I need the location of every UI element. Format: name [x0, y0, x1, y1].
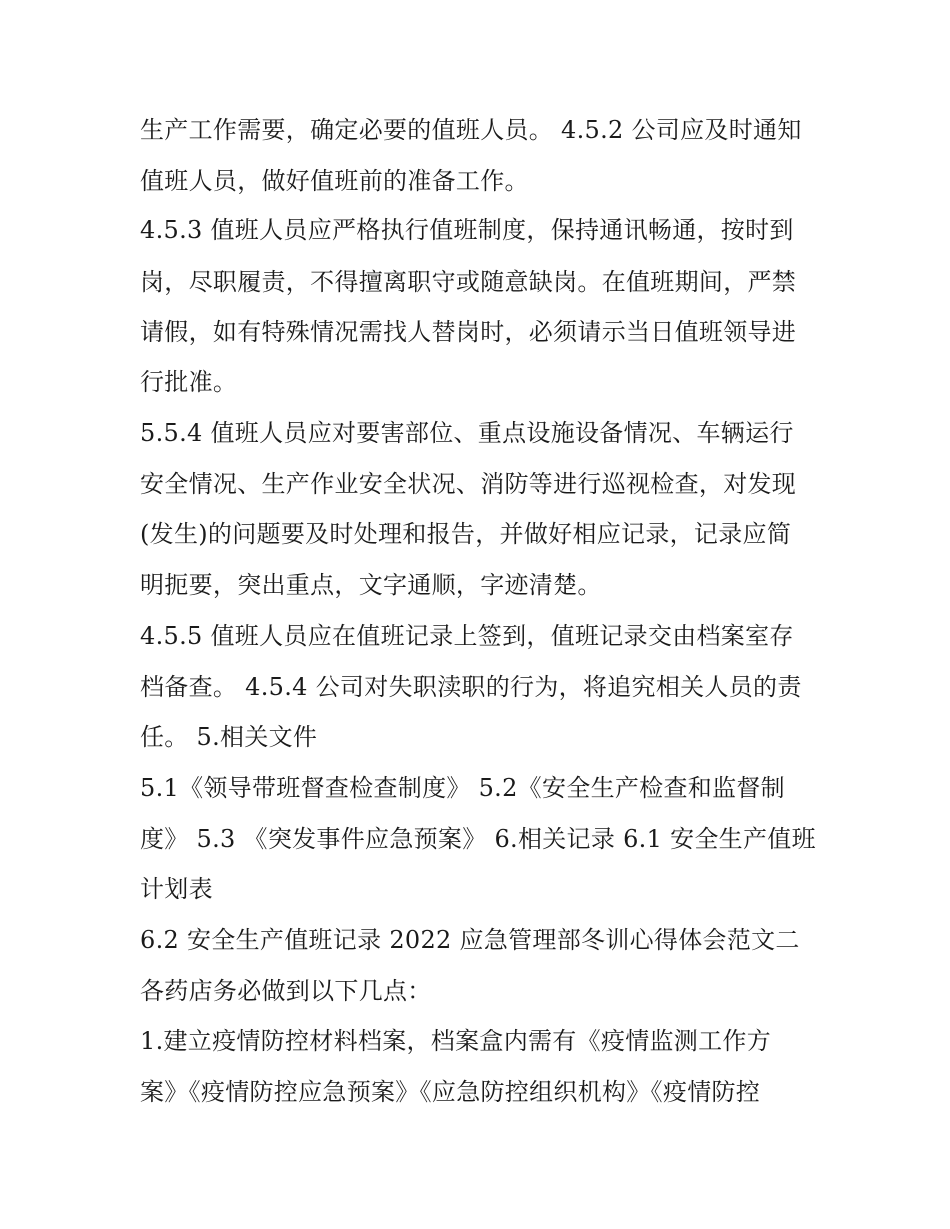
text-line: 5.5.4 值班人员应对要害部位、重点设施设备情况、车辆运行 — [140, 419, 794, 447]
text-line: 行批准。 — [140, 368, 238, 396]
text-line: 各药店务必做到以下几点： — [140, 977, 432, 1005]
text-line: 6.2 安全生产值班记录 2022 应急管理部冬训心得体会范文二 — [140, 926, 800, 954]
text-line: 案》《疫情防控应急预案》《应急防控组织机构》《疫情防控 — [140, 1078, 761, 1106]
text-line: 档备查。 4.5.4 公司对失职渎职的行为，将追究相关人员的责 — [140, 673, 802, 701]
text-line: 岗，尽职履责，不得擅离职守或随意缺岗。在值班期间，严禁 — [140, 268, 797, 296]
text-line: 请假，如有特殊情况需找人替岗时，必须请示当日值班领导进 — [140, 318, 797, 346]
text-line: 任。 5.相关文件 — [140, 723, 318, 751]
text-line: 度》 5.3 《突发事件应急预案》 6.相关记录 6.1 安全生产值班 — [140, 825, 816, 853]
text-line: 4.5.3 值班人员应严格执行值班制度，保持通讯畅通，按时到 — [140, 216, 794, 244]
text-line: 1.建立疫情防控材料档案，档案盒内需有《疫情监测工作方 — [140, 1027, 771, 1055]
text-line: 5.1《领导带班督查检查制度》 5.2《安全生产检查和监督制 — [140, 774, 785, 802]
text-line: 4.5.5 值班人员应在值班记录上签到，值班记录交由档案室存 — [140, 622, 794, 650]
text-line: 生产工作需要，确定必要的值班人员。 4.5.2 公司应及时通知 — [140, 116, 802, 144]
text-line: (发生)的问题要及时处理和报告，并做好相应记录，记录应简 — [140, 520, 792, 548]
text-line: 值班人员，做好值班前的准备工作。 — [140, 167, 529, 195]
text-line: 安全情况、生产作业安全状况、消防等进行巡视检查，对发现 — [140, 470, 797, 498]
text-line: 明扼要，突出重点，文字通顺，字迹清楚。 — [140, 571, 602, 599]
text-line: 计划表 — [140, 875, 213, 903]
